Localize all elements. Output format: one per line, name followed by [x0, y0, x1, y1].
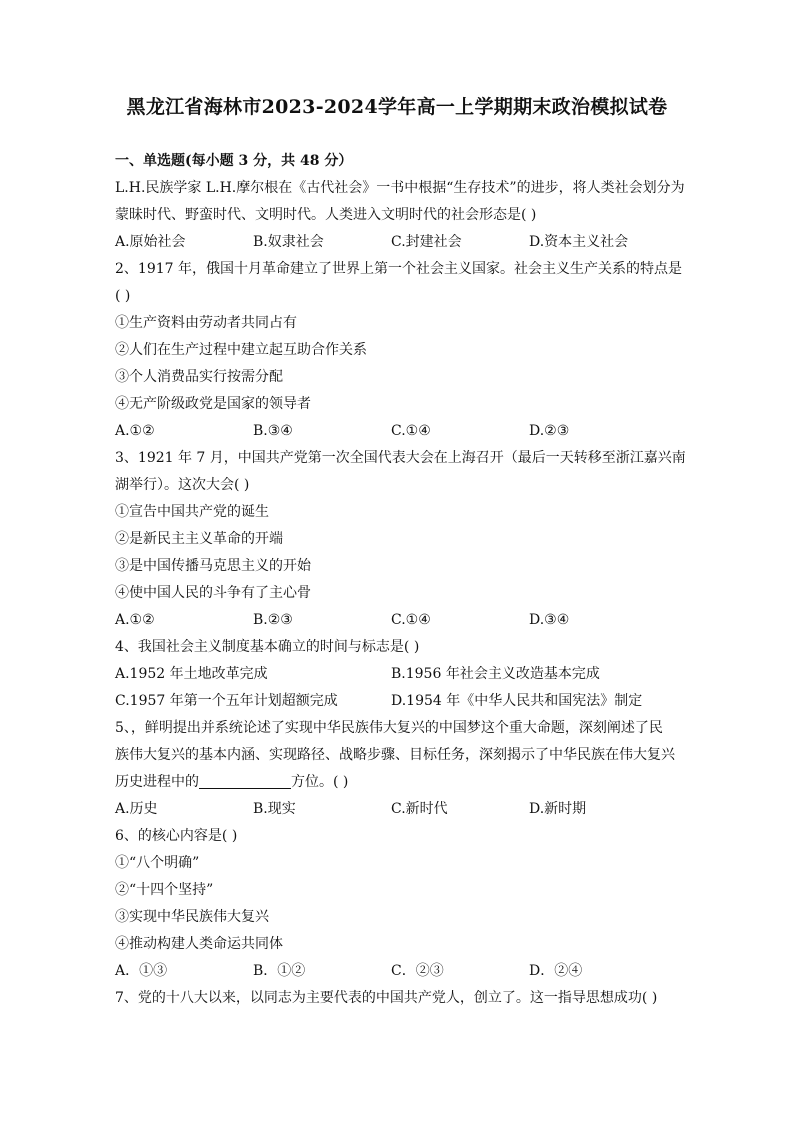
q4-option-c[interactable]: C.1957 年第一个五年计划超额完成 [115, 693, 338, 709]
q4-option-a[interactable]: A.1952 年土地改革完成 [115, 666, 268, 682]
q2-item-1: ①生产资料由劳动者共同占有 [115, 315, 297, 331]
q2-item-4: ④无产阶级政党是国家的领导者 [115, 396, 311, 412]
q6-item-3: ③实现中华民族伟大复兴 [115, 909, 269, 925]
answer-blank[interactable] [199, 772, 291, 789]
q5-stem-line-2: 族伟大复兴的基本内涵、实现路径、战略步骤、目标任务，深刻揭示了中华民族在伟大复兴 [115, 747, 675, 763]
q4-stem-line-1: 4、我国社会主义制度基本确立的时间与标志是( ) [115, 639, 420, 655]
q2-options [115, 418, 685, 445]
q5-stem-line-1: 5、，鲜明提出并系统论述了实现中华民族伟大复兴的中国梦这个重大命题，深刻阐述了民 [115, 720, 663, 736]
q2-option-d[interactable]: D.②③ [529, 423, 570, 439]
q3-stem-line-1: 3、1921 年 7 月，中国共产党第一次全国代表大会在上海召开（最后一天转移至浙江嘉兴南 [115, 450, 686, 466]
q1-option-a[interactable]: A.原始社会 [115, 234, 186, 250]
q5-option-d[interactable]: D.新时期 [529, 801, 587, 817]
q3-stem-line-2: 湖举行）。这次大会( ) [115, 477, 250, 493]
q6-stem-line-1: 6、的核心内容是( ) [115, 828, 238, 844]
question-list [115, 175, 685, 1012]
q6-option-d[interactable]: D．②④ [529, 963, 583, 979]
q1-option-d[interactable]: D.资本主义社会 [529, 234, 629, 250]
q5-stem-line-3 [115, 769, 685, 796]
q1-stem-line-2: 蒙昧时代、野蛮时代、文明时代。人类进入文明时代的社会形态是( ) [115, 207, 537, 223]
q5-option-b[interactable]: B.现实 [253, 801, 296, 817]
q5-stem-line-3-prefix: 历史进程中的 [115, 774, 199, 790]
q3-option-d[interactable]: D.③④ [529, 612, 570, 628]
q6-item-4: ④推动构建人类命运共同体 [115, 936, 283, 952]
q3-item-3: ③是中国传播马克思主义的开始 [115, 558, 311, 574]
q5-options [115, 796, 685, 823]
q3-option-c[interactable]: C.①④ [391, 612, 431, 628]
q6-option-a[interactable]: A．①③ [115, 963, 168, 979]
q3-options [115, 607, 685, 634]
q3-item-1: ①宣告中国共产党的诞生 [115, 504, 269, 520]
q6-option-c[interactable]: C．②③ [391, 963, 444, 979]
section-heading: 一、单选题(每小题 3 分，共 48 分） [115, 153, 353, 169]
q6-options [115, 958, 685, 985]
q4-options-row-1 [115, 661, 685, 688]
q3-item-4: ④使中国人民的斗争有了主心骨 [115, 585, 311, 601]
q6-option-b[interactable]: B．①② [253, 963, 306, 979]
q4-option-d[interactable]: D.1954 年《中华人民共和国宪法》制定 [391, 693, 643, 709]
q5-stem-line-3-suffix: 方位。( ) [291, 774, 349, 790]
q3-option-a[interactable]: A.①② [115, 612, 155, 628]
q3-item-2: ②是新民主主义革命的开端 [115, 531, 283, 547]
q4-option-b[interactable]: B.1956 年社会主义改造基本完成 [391, 666, 600, 682]
q1-stem-line-1: L.H.民族学家 L.H.摩尔根在《古代社会》一书中根据“生存技术”的进步，将人类社会划分为 [115, 180, 685, 196]
q3-option-b[interactable]: B.②③ [253, 612, 293, 628]
page-title: 黑龙江省海林市2023-2024学年高一上学期期末政治模拟试卷 [126, 96, 668, 118]
q6-item-2: ②“十四个坚持” [115, 882, 214, 898]
q6-item-1: ①“八个明确” [115, 855, 200, 871]
q2-item-3: ③个人消费品实行按需分配 [115, 369, 283, 385]
q1-options [115, 229, 685, 256]
q2-stem-line-2: ( ) [115, 288, 131, 304]
q2-option-b[interactable]: B.③④ [253, 423, 293, 439]
q4-options-row-2 [115, 688, 685, 715]
q2-item-2: ②人们在生产过程中建立起互助合作关系 [115, 342, 367, 358]
q5-option-a[interactable]: A.历史 [115, 801, 158, 817]
q1-option-b[interactable]: B.奴隶社会 [253, 234, 324, 250]
q1-option-c[interactable]: C.封建社会 [391, 234, 462, 250]
q7-stem-line-1: 7、党的十八大以来，以同志为主要代表的中国共产党人，创立了。这一指导思想成功( ) [115, 990, 658, 1006]
q2-option-a[interactable]: A.①② [115, 423, 155, 439]
q2-stem-line-1: 2、1917 年，俄国十月革命建立了世界上第一个社会主义国家。社会主义生产关系的特点是 [115, 261, 682, 277]
q2-option-c[interactable]: C.①④ [391, 423, 431, 439]
q5-option-c[interactable]: C.新时代 [391, 801, 448, 817]
